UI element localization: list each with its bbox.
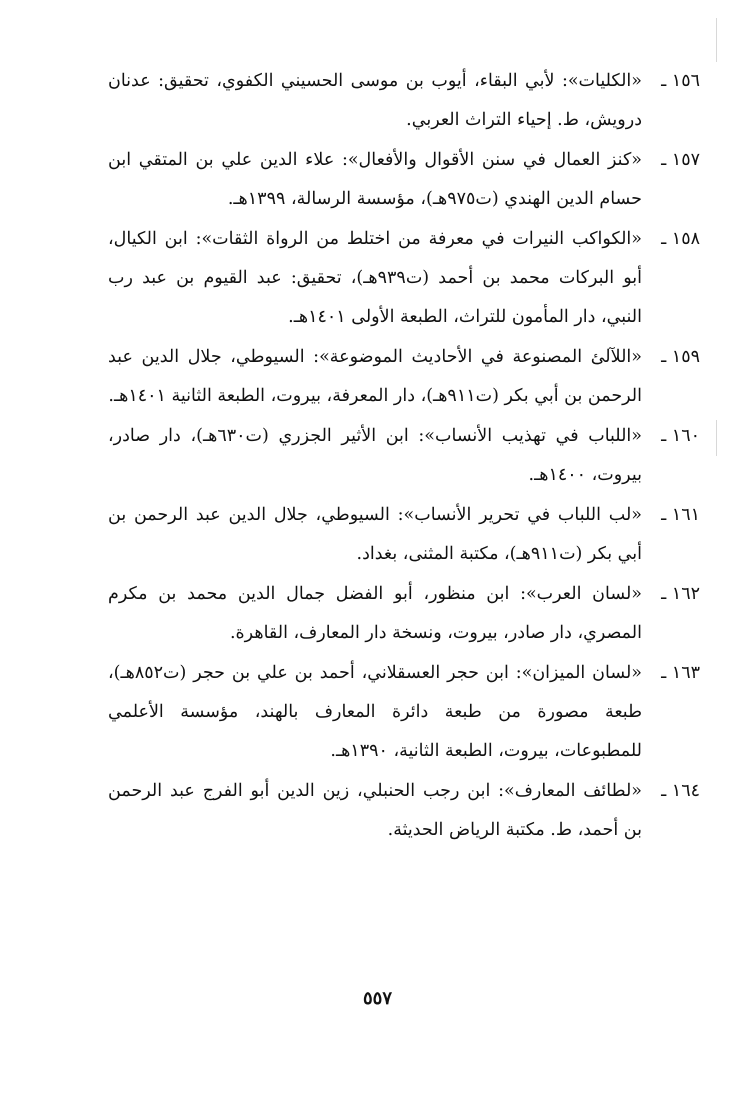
scan-edge-mark [716,18,717,62]
entry-number: ١٥٨ ـ [661,229,700,249]
bibliography-entry [108,220,700,337]
entry-text: «الكليات»: لأبي البقاء، أيوب بن موسى الحسيني الكفوي، تحقيق: عدنان درويش، ط. إحياء التراث العربي. [108,71,642,130]
entry-text: «اللآلئ المصنوعة في الأحاديث الموضوعة»: السيوطي، جلال الدين عبد الرحمن بن أبي بكر (ت٩١١هـ)، دار المعرفة، بيروت، الطبعة الثانية ١٤٠١هـ. [108,347,642,406]
entry-text: «لطائف المعارف»: ابن رجب الحنبلي، زين الدين أبو الفرج عبد الرحمن بن أحمد، ط. مكتبة الرياض الحديثة. [108,781,642,840]
scan-edge-mark [716,420,717,456]
entry-text: «اللباب في تهذيب الأنساب»: ابن الأثير الجزري (ت٦٣٠هـ)، دار صادر، بيروت، ١٤٠٠هـ. [108,426,642,485]
entry-number: ١٦٢ ـ [661,584,700,604]
bibliography-entry [108,417,700,495]
entry-number: ١٥٩ ـ [661,347,700,367]
entry-number: ١٥٦ ـ [661,71,700,91]
bibliography-entry [108,496,700,574]
bibliography-entry [108,141,700,219]
entry-text: «كنز العمال في سنن الأقوال والأفعال»: علاء الدين علي بن المتقي ابن حسام الدين الهندي (ت٩٧٥هـ)، مؤسسة الرسالة، ١٣٩٩هـ. [108,150,642,209]
bibliography-entry [108,654,700,771]
entry-number: ١٥٧ ـ [661,150,700,170]
page-number: ٥٥٧ [362,988,392,1009]
bibliography-list [108,62,700,851]
entry-text: «الكواكب النيرات في معرفة من اختلط من الرواة الثقات»: ابن الكيال، أبو البركات محمد بن أحمد (ت٩٣٩هـ)، تحقيق: عبد القيوم بن عبد رب النبي، دار المأمون للتراث، الطبعة الأولى ١٤٠١هـ. [108,229,643,327]
entry-text: «لسان العرب»: ابن منظور، أبو الفضل جمال الدين محمد بن مكرم المصري، دار صادر، بيروت، ونسخة دار المعارف، القاهرة. [108,584,642,643]
entry-number: ١٦٠ ـ [661,426,700,446]
bibliography-entry [108,575,700,653]
entry-number: ١٦٤ ـ [661,781,700,801]
bibliography-entry [108,62,700,140]
entry-number: ١٦١ ـ [661,505,700,525]
entry-number: ١٦٣ ـ [661,663,700,683]
entry-text: «لسان الميزان»: ابن حجر العسقلاني، أحمد بن علي بن حجر (ت٨٥٢هـ)، طبعة مصورة من طبعة دائرة المعارف بالهند، مؤسسة الأعلمي للمطبوعات، بيروت، الطبعة الثانية، ١٣٩٠هـ. [108,663,642,761]
bibliography-entry [108,772,700,850]
entry-text: «لب اللباب في تحرير الأنساب»: السيوطي، جلال الدين عبد الرحمن بن أبي بكر (ت٩١١هـ)، مكتبة المثنى، بغداد. [108,505,642,564]
bibliography-entry [108,338,700,416]
